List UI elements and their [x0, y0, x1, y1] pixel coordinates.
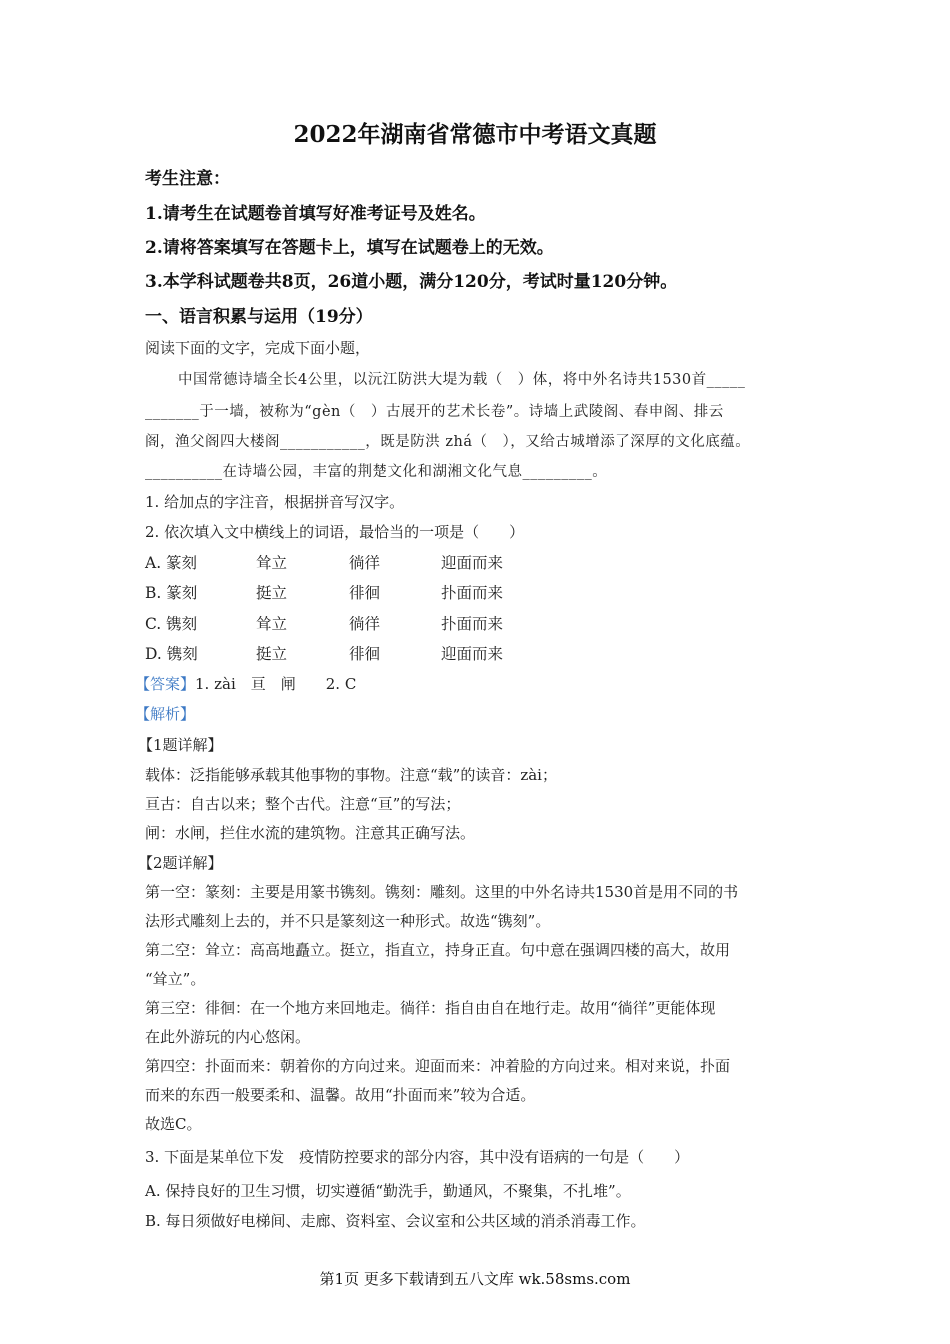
detail-1-heading: 【1题详解】 — [138, 736, 223, 754]
detail-2-line-7: 第四空：扑面而来：朝着你的方向过来。迎面而来：冲着脸的方向过来。相对来说，扑面 — [145, 1057, 731, 1075]
question-3-option-a: A. 保持良好的卫生习惯，切实遵循“勤洗手，勤通风，不聚集，不扎堆”。 — [145, 1182, 631, 1200]
notice-heading: 考生注意： — [145, 169, 230, 189]
detail-1-line-3: 闸：水闸，拦住水流的建筑物。注意其正确写法。 — [145, 824, 476, 842]
detail-2-line-3: 第二空：耸立：高高地矗立。挺立，指直立，持身正直。句中意在强调四楼的高大，故用 — [145, 941, 731, 959]
question-2: 2. 依次填入文中横线上的词语，最恰当的一项是（ ） — [145, 523, 525, 541]
passage-line-2: _______于一墙，被称为“gèn（ ）古展开的艺术长卷”。诗墙上武陵阁、春申阁、排云 — [145, 404, 724, 420]
option-a: A. 篆刻 耸立 徜徉 迎面而来 — [145, 554, 504, 572]
notice-item-1: 1.请考生在试题卷首填写好准考证号及姓名。 — [145, 204, 486, 224]
answer-tag: 【答案】 — [135, 675, 196, 693]
question-1: 1. 给加点的字注音，根据拼音写汉字。 — [145, 493, 405, 511]
detail-1-line-1: 载体：泛指能够承载其他事物的事物。注意“载”的读音：zài； — [145, 766, 557, 784]
passage-line-4: __________在诗墙公园，丰富的荆楚文化和湖湘文化气息_________。 — [145, 464, 608, 480]
notice-item-2: 2.请将答案填写在答题卡上，填写在试题卷上的无效。 — [145, 238, 554, 258]
page-footer: 第1页 更多下载请到五八文库 wk.58sms.com — [319, 1270, 631, 1288]
analysis-tag: 【解析】 — [135, 705, 196, 723]
answer-line — [135, 673, 356, 694]
section-heading: 一、语言积累与运用（19分） — [145, 307, 373, 327]
page-title: 2022年湖南省常德市中考语文真题 — [293, 121, 657, 148]
detail-2-heading: 【2题详解】 — [138, 854, 223, 872]
question-3-option-b: B. 每日须做好电梯间、走廊、资料室、会议室和公共区域的消杀消毒工作。 — [145, 1212, 646, 1230]
passage-line-3: 阁，渔父阁四大楼阁___________，既是防洪 zhá（ ），又给古城增添了深厚的文化底蕴。 — [145, 434, 751, 450]
detail-2-line-6: 在此外游玩的内心悠闲。 — [145, 1028, 311, 1046]
detail-1-line-2: 亘古：自古以来；整个古代。注意“亘”的写法； — [145, 795, 461, 813]
detail-2-line-9: 故选C。 — [145, 1115, 202, 1133]
option-d: D. 镌刻 挺立 徘徊 迎面而来 — [145, 645, 504, 663]
option-b: B. 篆刻 挺立 徘徊 扑面而来 — [145, 584, 504, 602]
detail-2-line-5: 第三空：徘徊：在一个地方来回地走。徜徉：指自由自在地行走。故用“徜徉”更能体现 — [145, 999, 716, 1017]
detail-2-line-4: “耸立”。 — [145, 970, 206, 988]
notice-item-3: 3.本学科试题卷共8页，26道小题，满分120分，考试时量120分钟。 — [145, 272, 678, 292]
detail-2-line-2: 法形式雕刻上去的，并不只是篆刻这一种形式。故选“镌刻”。 — [145, 912, 551, 930]
option-c: C. 镌刻 耸立 徜徉 扑面而来 — [145, 615, 504, 633]
passage-line-1: 中国常德诗墙全长4公里，以沅江防洪大堤为载（ ）体，将中外名诗共1530首_____ — [178, 372, 746, 388]
instruction: 阅读下面的文字，完成下面小题， — [145, 339, 371, 357]
answer-text: 1. zài 亘 闸 2. C — [195, 675, 357, 693]
question-3: 3. 下面是某单位下发 疫情防控要求的部分内容，其中没有语病的一句是（ ） — [145, 1148, 690, 1166]
detail-2-line-1: 第一空：篆刻：主要是用篆书镌刻。镌刻：雕刻。这里的中外名诗共1530首是用不同的书 — [145, 883, 739, 901]
detail-2-line-8: 而来的东西一般要柔和、温馨。故用“扑面而来”较为合适。 — [145, 1086, 536, 1104]
